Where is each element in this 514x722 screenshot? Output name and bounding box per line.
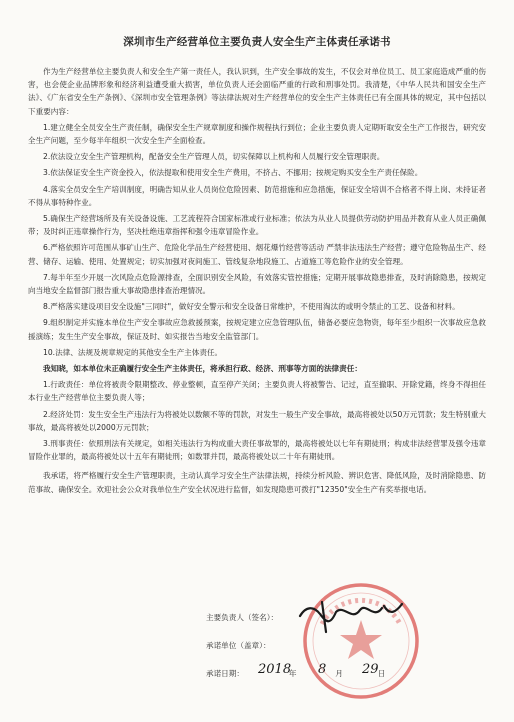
liability-heading: 我知晓，如本单位未正确履行安全生产主体责任，将承担行政、经济、刑事等方面的法律责任： — [43, 364, 362, 374]
liability-item-2: 2.经济处罚：发生安全生产违法行为将被处以数额不等的罚款，对发生一般生产安全事故，最高将被处以50万元罚款；发生特别重大事故，最高将被处以2000万元罚款； — [28, 409, 486, 432]
handwritten-day: 29 — [362, 662, 379, 677]
year-suffix: 年 — [288, 669, 297, 678]
duty-item-3: 3.依法保证安全生产资金投入，依法提取和使用安全生产费用，不挤占、不挪用；按规定购买安全生产责任保险。 — [43, 168, 423, 178]
day-suffix: 日 — [377, 669, 386, 678]
handwritten-year: 2018 — [258, 662, 292, 677]
liability-item-1: 1.行政责任：单位将被责令限期整改、停业整顿，直至停产关闭；主要负责人将被警告、记过，直至撤职、开除党籍，终身不得担任本行业生产经营单位主要负责人等； — [28, 380, 486, 403]
duty-item-5: 5.确保生产经营场所及有关设备设施、工艺流程符合国家标准或行业标准；依法为从业人员提供劳动防护用品并教育从业人员正确佩带；及时纠正违章操作行为，坚决杜绝违章指挥和强令违章冒险作业。 — [28, 214, 486, 237]
handwritten-signature — [292, 596, 412, 636]
duty-item-2: 2.依法设立安全生产管理机构，配备安全生产管理人员，切实保障以上机构和人员履行安全管理职责。 — [43, 152, 385, 162]
commitment-paragraph: 我承诺，将严格履行安全生产管理职责，主动认真学习安全生产法律法规，持续分析风险、辨识危害、降低风险，及时消除隐患、防范事故、确保安全。欢迎社会公众对我单位生产安全状况进行监督，如发现隐患可拨打"12350"安全生产有奖举报电话。 — [28, 471, 486, 494]
duty-item-10: 10.法律、法规及规章规定的其他安全生产主体责任。 — [43, 347, 223, 357]
duty-item-8: 8.严格落实建设项目安全设施"三同时"，做好安全警示和安全设备日常维护，不使用淘汰的或明令禁止的工艺、设备和材料。 — [43, 302, 460, 312]
unit-seal-label: 承诺单位（盖章）： — [206, 641, 271, 650]
principal-signature-label: 主要负责人（签名）： — [206, 613, 279, 622]
liability-item-3: 3.刑事责任：依照刑法有关规定，如相关违法行为构成重大责任事故罪的，最高将被处以七年有期徒刑；构成非法经营罪及强令违章冒险作业罪的，最高将被处以十五年有期徒刑；如数罪并罚，最高将被处以二十年有期徒刑。 — [28, 439, 486, 462]
duty-item-4: 4.落实全员安全生产培训制度，明确告知从业人员岗位危险因素、防范措施和应急措施，保证安全培训不合格者不得上岗、未持证者不得从事特种作业。 — [28, 184, 486, 207]
duty-item-1: 1.建立健全全员安全生产责任制，确保安全生产规章制度和操作规程执行到位；企业主要负责人定期听取安全生产工作报告，研究安全生产问题，至少每半年组织一次安全生产全面检查。 — [28, 122, 486, 146]
date-label: 承诺日期： — [206, 669, 244, 678]
duty-item-6: 6.严格依照许可范围从事矿山生产、危险化学品生产经营使用、烟花爆竹经营等活动 严禁非法违法生产经营；遵守危险物品生产、经营、储存、运输、使用、处置规定；切实加强对夜间施工、管线复杂地段施工、占道施工等危险作业的安全管理。 — [28, 243, 486, 266]
document-title: 深圳市生产经营单位主要负责人安全生产主体责任承诺书 — [123, 36, 391, 48]
month-suffix: 月 — [335, 669, 343, 678]
handwritten-month: 8 — [318, 662, 327, 677]
intro-paragraph: 作为生产经营单位主要负责人和安全生产第一责任人，我认识到，生产安全事故的发生，不仅会对单位员工、员工家庭造成严重的伤害，也会使企业品牌形象和经济利益遭受重大损害，单位负责人还会面临严重的行政和刑事处罚。我清楚，《中华人民共和国安全生产法》、《广东省安全生产条例》、《深圳市安全管理条例》等法律法规对生产经营单位的安全生产主体责任已有全面具体的规定，其中包括以下重要内容： — [28, 67, 486, 116]
duty-item-9: 9.组织制定并实施本单位生产安全事故应急救援预案，按规定建立应急管理队伍，储备必要应急物资，每年至少组织一次事故应急救援演练；发生生产安全事故，保证及时、如实报告当地安全监管部门。 — [28, 318, 486, 341]
duty-item-7: 7.每半年至少开展一次风险点危险源排查，全面识别安全风险，有效落实管控措施；定期开展事故隐患排查，及时消除隐患，按规定向当地安全监督部门报告重大事故隐患排查治理情况。 — [28, 272, 486, 296]
